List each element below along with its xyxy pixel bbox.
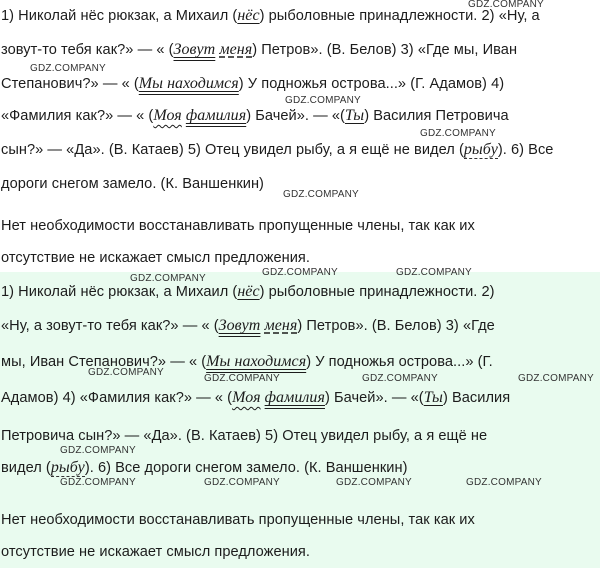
text-line [1, 216, 475, 236]
text-line [1, 388, 510, 408]
text-line [1, 6, 540, 26]
watermark: GDZ.COMPANY [468, 0, 544, 10]
text-line [1, 352, 493, 372]
text-segment: отсутствие не искажает смысл предложения. [1, 544, 310, 560]
handwritten-subject-predicate: Мы находимся [206, 353, 307, 370]
text-segment: ) Бачей». — «( [246, 108, 345, 124]
text-line [1, 106, 509, 126]
text-line [1, 174, 264, 194]
text-segment: сын?» — «Да». (В. Катаев) 5) Отец увидел рыбу, а я ещё не видел ( [1, 142, 464, 158]
handwritten-object: меня [219, 41, 253, 58]
handwritten-predicate: нёс [237, 7, 260, 24]
watermark: GDZ.COMPANY [130, 273, 206, 284]
watermark: GDZ.COMPANY [262, 267, 338, 278]
text-segment: ) Петров». (В. Белов) 3) «Где мы, Иван [252, 42, 518, 58]
text-segment: Нет необходимости восстанавливать пропущенные члены, так как их [1, 512, 475, 528]
handwritten-object: рыбу [50, 459, 85, 476]
handwritten-subject-predicate: Мы находимся [138, 75, 239, 92]
text-segment: Адамов) 4) «Фамилия как?» — « ( [1, 390, 233, 406]
handwritten-subject: Ты [423, 389, 443, 406]
handwritten-predicate: нёс [237, 283, 260, 300]
watermark: GDZ.COMPANY [88, 367, 164, 378]
text-segment: ). 6) Все [497, 142, 554, 158]
watermark: GDZ.COMPANY [466, 477, 542, 488]
text-segment: ) Василия [442, 390, 511, 406]
handwritten-predicate: фамилия [264, 389, 325, 406]
text-line [1, 40, 517, 60]
text-segment: ) Василия Петровича [364, 108, 509, 124]
handwritten-subject: Ты [344, 107, 365, 124]
watermark: GDZ.COMPANY [30, 63, 106, 74]
text-segment: ). 6) Все дороги снегом замело. (К. Ваншенкин) [84, 460, 408, 476]
text-segment: зовут-то тебя как?» — « ( [1, 42, 174, 58]
text-segment: ) рыболовные принадлежности. 2) [259, 284, 495, 300]
handwritten-attribute: Моя [232, 389, 261, 406]
watermark: GDZ.COMPANY [60, 477, 136, 488]
text-segment: ) У подножья острова...» (Г. Адамов) 4) [238, 76, 505, 92]
watermark: GDZ.COMPANY [420, 128, 496, 139]
watermark: GDZ.COMPANY [336, 477, 412, 488]
text-line [1, 140, 553, 160]
text-line [1, 74, 504, 94]
text-segment: Степанович?» — « ( [1, 76, 139, 92]
handwritten-object: рыбу [463, 141, 498, 158]
watermark: GDZ.COMPANY [204, 477, 280, 488]
text-segment: «Фамилия как?» — « ( [1, 108, 154, 124]
watermark: GDZ.COMPANY [362, 373, 438, 384]
watermark: GDZ.COMPANY [518, 373, 594, 384]
handwritten-predicate: фамилия [185, 107, 247, 124]
handwritten-predicate: Зовут [173, 41, 216, 58]
text-segment: дороги снегом замело. (К. Ваншенкин) [1, 176, 264, 192]
text-segment: отсутствие не искажает смысл предложения. [1, 250, 310, 266]
text-line [1, 510, 475, 530]
handwritten-attribute: Моя [153, 107, 182, 124]
text-line [1, 282, 495, 302]
handwritten-predicate: Зовут [218, 317, 261, 334]
text-segment: ) Бачей». — «( [324, 390, 424, 406]
watermark: GDZ.COMPANY [285, 95, 361, 106]
text-segment: ) Петров». (В. Белов) 3) «Где [297, 318, 495, 334]
text-line [1, 248, 310, 268]
handwritten-object: меня [264, 317, 298, 334]
text-segment: Нет необходимости восстанавливать пропущенные члены, так как их [1, 218, 475, 234]
text-segment: 1) Николай нёс рюкзак, а Михаил ( [1, 8, 238, 24]
watermark: GDZ.COMPANY [283, 189, 359, 200]
watermark: GDZ.COMPANY [204, 373, 280, 384]
text-segment: Петровича сын?» — «Да». (В. Катаев) 5) Отец увидел рыбу, а я ещё не [1, 428, 488, 444]
answer-copy [0, 267, 600, 568]
watermark: GDZ.COMPANY [60, 445, 136, 456]
text-line [1, 458, 408, 478]
text-line [1, 316, 495, 336]
text-line [1, 542, 310, 562]
text-segment: видел ( [1, 460, 51, 476]
text-segment: ) У подножья острова...» (Г. [306, 354, 493, 370]
text-segment: «Ну, а зовут-то тебя как?» — « ( [1, 318, 219, 334]
text-line [1, 426, 487, 446]
text-segment: мы, Иван Степанович?» — « ( [1, 354, 207, 370]
text-segment: 1) Николай нёс рюкзак, а Михаил ( [1, 284, 238, 300]
answer-original [0, 0, 600, 272]
watermark: GDZ.COMPANY [396, 267, 472, 278]
text-segment: ) рыболовные принадлежности. 2) «Ну, а [259, 8, 540, 24]
